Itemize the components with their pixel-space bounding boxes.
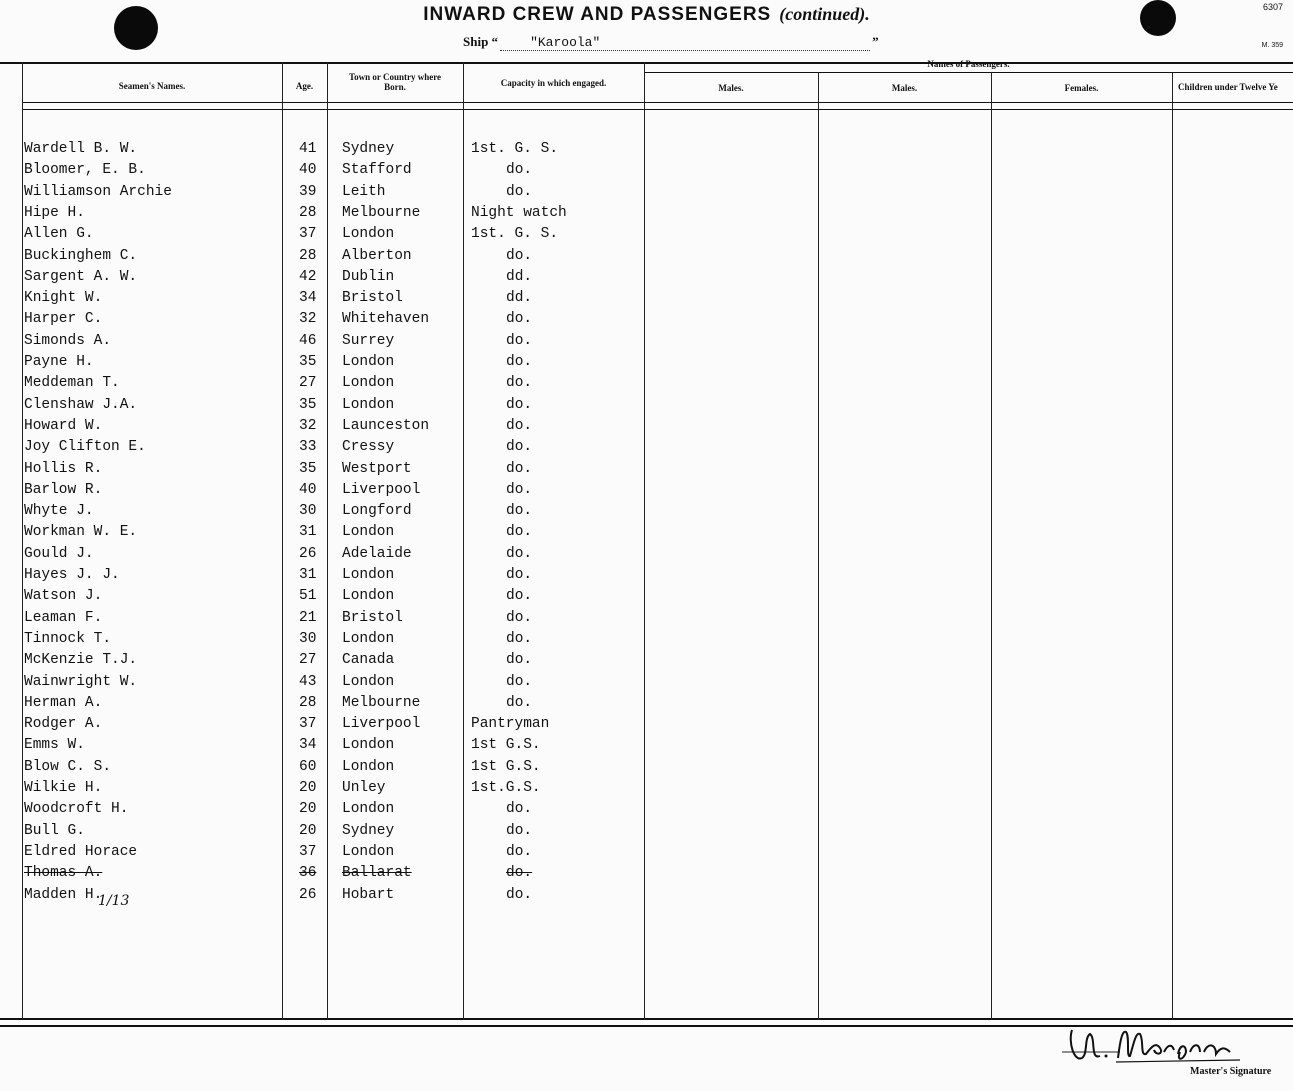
crew-name: Leaman F. [24,610,103,626]
crew-name: Payne H. [24,354,94,370]
crew-capacity: 1st.G.S. [471,780,541,796]
passenger-group-rule [644,72,1293,73]
crew-name: Williamson Archie [24,184,172,200]
crew-capacity: do. [506,503,533,519]
crew-age: 33 [299,439,317,455]
header-age: Age. [295,81,314,91]
crew-town: Hobart [342,887,395,903]
ship-line [463,34,879,51]
crew-town: Leith [342,184,386,200]
crew-town: Melbourne [342,205,421,221]
ship-close-quote: ” [872,34,879,49]
crew-age: 26 [299,546,317,562]
crew-town: London [342,801,395,817]
crew-age: 27 [299,652,317,668]
crew-name: Gould J. [24,546,94,562]
crew-capacity: do. [506,887,533,903]
crew-age: 32 [299,311,317,327]
crew-capacity: do. [506,865,533,881]
crew-town: Longford [342,503,412,519]
crew-age: 28 [299,248,317,264]
crew-capacity: do. [506,248,533,264]
crew-town: Adelaide [342,546,412,562]
crew-age: 60 [299,759,317,775]
crew-town: Sydney [342,823,395,839]
crew-age: 41 [299,141,317,157]
crew-capacity: do. [506,588,533,604]
crew-age: 20 [299,780,317,796]
crew-town: Stafford [342,162,412,178]
crew-age: 42 [299,269,317,285]
crew-town: London [342,397,395,413]
crew-town: Westport [342,461,412,477]
crew-capacity: do. [506,652,533,668]
header-passengers: Names of Passengers. [927,59,1010,69]
crew-capacity: 1st. G. S. [471,141,559,157]
crew-town: Launceston [342,418,430,434]
form-number: 6307 [1262,2,1283,12]
crew-name: Bloomer, E. B. [24,162,146,178]
crew-name: Watson J. [24,588,103,604]
crew-town: Unley [342,780,386,796]
crew-capacity: do. [506,674,533,690]
crew-capacity: do. [506,439,533,455]
crew-name: Hipe H. [24,205,85,221]
crew-capacity: do. [506,695,533,711]
crew-town: Melbourne [342,695,421,711]
crew-town: London [342,674,395,690]
col-rule-children [1172,72,1173,1020]
crew-age: 34 [299,737,317,753]
crew-capacity: do. [506,801,533,817]
col-rule-males2 [818,72,819,1020]
crew-age: 34 [299,290,317,306]
crew-capacity: 1st G.S. [471,737,541,753]
crew-name: Thomas A. [24,865,103,881]
crew-town: Bristol [342,290,403,306]
ship-label: Ship “ [463,34,499,49]
col-rule-females [991,72,992,1020]
crew-capacity: do. [506,610,533,626]
crew-town: London [342,631,395,647]
crew-name: Sargent A. W. [24,269,138,285]
crew-name: Blow C. S. [24,759,112,775]
crew-capacity: do. [506,354,533,370]
signature-label: Master's Signature [1190,1066,1272,1077]
crew-capacity: do. [506,418,533,434]
crew-town: Cressy [342,439,395,455]
title-main: INWARD CREW AND PASSENGERS [423,4,772,25]
crew-age: 28 [299,695,317,711]
margin-annotation: 1/13 [98,893,130,909]
crew-town: Canada [342,652,395,668]
crew-age: 26 [299,887,317,903]
crew-capacity: do. [506,823,533,839]
crew-capacity: do. [506,524,533,540]
crew-town: London [342,354,395,370]
header-females: Females. [1064,83,1099,93]
crew-town: London [342,759,395,775]
crew-capacity: dd. [506,269,533,285]
crew-age: 20 [299,801,317,817]
crew-town: London [342,567,395,583]
crew-age: 37 [299,844,317,860]
crew-age: 30 [299,631,317,647]
header-bottom-rule-2 [22,109,1293,110]
col-rule-town [327,62,328,1020]
crew-name: Hayes J. J. [24,567,120,583]
crew-town: Alberton [342,248,412,264]
header-males-1: Males. [718,83,744,93]
crew-name: Eldred Horace [24,844,138,860]
crew-age: 46 [299,333,317,349]
crew-capacity: 1st G.S. [471,759,541,775]
crew-age: 21 [299,610,317,626]
col-rule-capacity [463,62,464,1020]
master-signature [1060,1022,1250,1072]
crew-name: Harper C. [24,311,103,327]
table-bottom-rule [0,1018,1293,1020]
crew-name: Madden H. [24,887,103,903]
crew-name: Herman A. [24,695,103,711]
crew-name: Wardell B. W. [24,141,138,157]
crew-name: Knight W. [24,290,103,306]
crew-town: London [342,844,395,860]
crew-age: 20 [299,823,317,839]
crew-town: Whitehaven [342,311,430,327]
crew-town: London [342,524,395,540]
crew-name: Meddeman T. [24,375,120,391]
crew-capacity: do. [506,162,533,178]
crew-name: Wilkie H. [24,780,103,796]
crew-age: 36 [299,865,317,881]
crew-name: McKenzie T.J. [24,652,138,668]
col-rule-left [22,62,23,1020]
crew-age: 35 [299,354,317,370]
page-title [0,4,1293,26]
header-capacity: Capacity in which engaged. [500,78,607,88]
crew-age: 40 [299,162,317,178]
crew-town: London [342,737,395,753]
form-number-secondary: M. 359 [1261,42,1283,49]
crew-town: Surrey [342,333,395,349]
crew-age: 40 [299,482,317,498]
crew-name: Emms W. [24,737,85,753]
crew-name: Wainwright W. [24,674,138,690]
header-town: Town or Country where Born. [348,72,442,92]
crew-name: Bull G. [24,823,85,839]
crew-name: Rodger A. [24,716,103,732]
col-rule-passengers [644,62,645,1020]
crew-town: Ballarat [342,865,412,881]
col-rule-age [282,62,283,1020]
crew-name: Allen G. [24,226,94,242]
crew-capacity: Pantryman [471,716,550,732]
crew-capacity: do. [506,333,533,349]
crew-town: London [342,375,395,391]
crew-age: 35 [299,461,317,477]
crew-name: Simonds A. [24,333,112,349]
crew-age: 30 [299,503,317,519]
crew-name: Buckinghem C. [24,248,138,264]
crew-name: Clenshaw J.A. [24,397,138,413]
crew-name: Joy Clifton E. [24,439,146,455]
header-bottom-rule [22,102,1293,103]
crew-capacity: do. [506,482,533,498]
crew-age: 28 [299,205,317,221]
crew-town: Bristol [342,610,403,626]
crew-capacity: do. [506,631,533,647]
crew-capacity: do. [506,375,533,391]
crew-name: Barlow R. [24,482,103,498]
crew-age: 43 [299,674,317,690]
crew-capacity: 1st. G. S. [471,226,559,242]
crew-age: 35 [299,397,317,413]
header-males-2: Males. [891,83,918,93]
crew-town: Liverpool [342,482,421,498]
crew-name: Tinnock T. [24,631,112,647]
crew-name: Whyte J. [24,503,94,519]
crew-town: London [342,588,395,604]
crew-capacity: do. [506,397,533,413]
crew-capacity: do. [506,567,533,583]
crew-age: 51 [299,588,317,604]
crew-capacity: do. [506,184,533,200]
title-suffix: (continued). [779,4,870,24]
crew-capacity: dd. [506,290,533,306]
crew-age: 39 [299,184,317,200]
crew-capacity: do. [506,311,533,327]
crew-name: Woodcroft H. [24,801,129,817]
ship-name: "Karoola" [500,35,870,51]
crew-name: Workman W. E. [24,524,138,540]
crew-age: 37 [299,716,317,732]
crew-name: Howard W. [24,418,103,434]
crew-name: Hollis R. [24,461,103,477]
crew-age: 27 [299,375,317,391]
crew-age: 31 [299,567,317,583]
header-children: Children under Twelve Ye [1178,82,1278,92]
crew-town: Liverpool [342,716,421,732]
crew-capacity: do. [506,844,533,860]
crew-town: Sydney [342,141,395,157]
header-seamen-names: Seamen's Names. [118,81,186,91]
crew-age: 31 [299,524,317,540]
crew-age: 37 [299,226,317,242]
crew-town: London [342,226,395,242]
crew-town: Dublin [342,269,395,285]
crew-capacity: Night watch [471,205,567,221]
crew-age: 32 [299,418,317,434]
crew-capacity: do. [506,461,533,477]
crew-capacity: do. [506,546,533,562]
